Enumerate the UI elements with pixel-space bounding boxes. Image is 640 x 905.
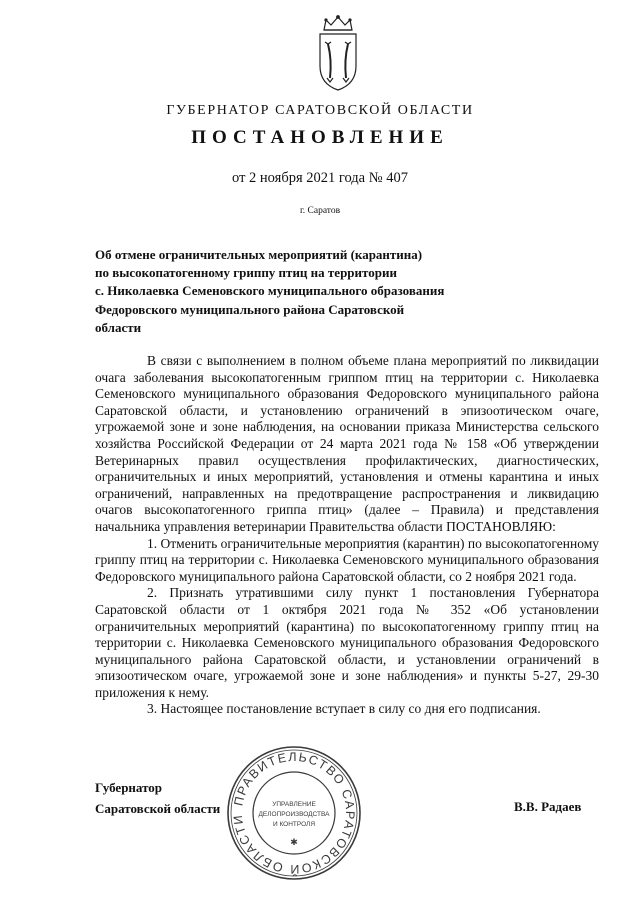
subject-line: области (95, 319, 142, 335)
subject-line: Федоровского муниципального района Саратовской (95, 301, 405, 317)
stamp-center-line: И КОНТРОЛЯ (272, 821, 316, 828)
saratov-coat-of-arms-icon (316, 14, 360, 92)
signatory-title-line: Саратовской области (95, 801, 221, 816)
signatory-title (95, 777, 220, 819)
clause-paragraph: 2. Признать утратившими силу пункт 1 постановления Губернатора Саратовской области от 1 октября 2021 года № 352 «Об установлении ограничительных мероприятий (карантина) по высокопатогенному гриппу птиц на территории с. Николаевка Семеновского муниципального образования Федоровского муниципального района Саратовской области, и установлении ограничений в эпизоотическом очаге, угрожаемой зоне и зоне наблюдения» и пункты 5-27, 29-30 приложения к нему. (95, 585, 599, 700)
stamp-center-line: ДЕЛОПРОИЗВОДСТВА (258, 811, 330, 818)
document-body (95, 353, 599, 718)
preamble-paragraph: В связи с выполнением в полном объеме плана мероприятий по ликвидации очага заболевания высокопатогенным гриппом птиц на территории с. Николаевка Семеновского муниципального образования Федоровского муниципального района Саратовской области, и установлению ограничений в эпизоотическом очаге, угрожаемой зоне и зоне наблюдения, на основании приказа Министерства сельского хозяйства Российской Федерации от 24 марта 2021 года № 158 «Об утверждении Ветеринарных правил осуществления профилактических, диагностических, ограничительных и иных мероприятий, установления и отмены карантина и иных ограничений, направленных на предотвращение распространения и ликвидацию очагов высокопатогенного гриппа птиц» (далее – Правила) и представления начальника управления ветеринарии Правительства области ПОСТАНОВЛЯЮ: (95, 353, 599, 534)
stamp-ring-text: ПРАВИТЕЛЬСТВО САРАТОВСКОЙ ОБЛАСТИ (230, 749, 358, 877)
subject-line: с. Николаевка Семеновского муниципального образования (95, 283, 445, 299)
signatory-name: В.В. Радаев (514, 799, 582, 814)
issuing-authority: ГУБЕРНАТОР САРАТОВСКОЙ ОБЛАСТИ (166, 103, 474, 118)
document-subject (95, 246, 475, 337)
clause-paragraph: 1. Отменить ограничительные мероприятия (карантин) по высокопатогенному гриппу птиц на территории с. Николаевка Семеновского муниципального образования Федоровского муниципального района Саратовской области, со 2 ноября 2021 года. (95, 535, 599, 584)
document-city: г. Саратов (299, 206, 341, 216)
document-date-number: от 2 ноября 2021 года № 407 (232, 170, 408, 186)
subject-line: Об отмене ограничительных мероприятий (карантина) (95, 247, 423, 262)
clause-paragraph: 3. Настоящее постановление вступает в силу со дня его подписания. (147, 701, 541, 717)
document-type: ПОСТАНОВЛЕНИЕ (191, 127, 449, 148)
stamp-center-line: УПРАВЛЕНИЕ (272, 801, 316, 808)
star-icon: ✱ (290, 838, 298, 848)
subject-line: по высокопатогенному гриппу птиц на территории (95, 265, 397, 281)
signatory-title-line: Губернатор (95, 780, 163, 795)
official-seal-stamp (225, 744, 363, 882)
